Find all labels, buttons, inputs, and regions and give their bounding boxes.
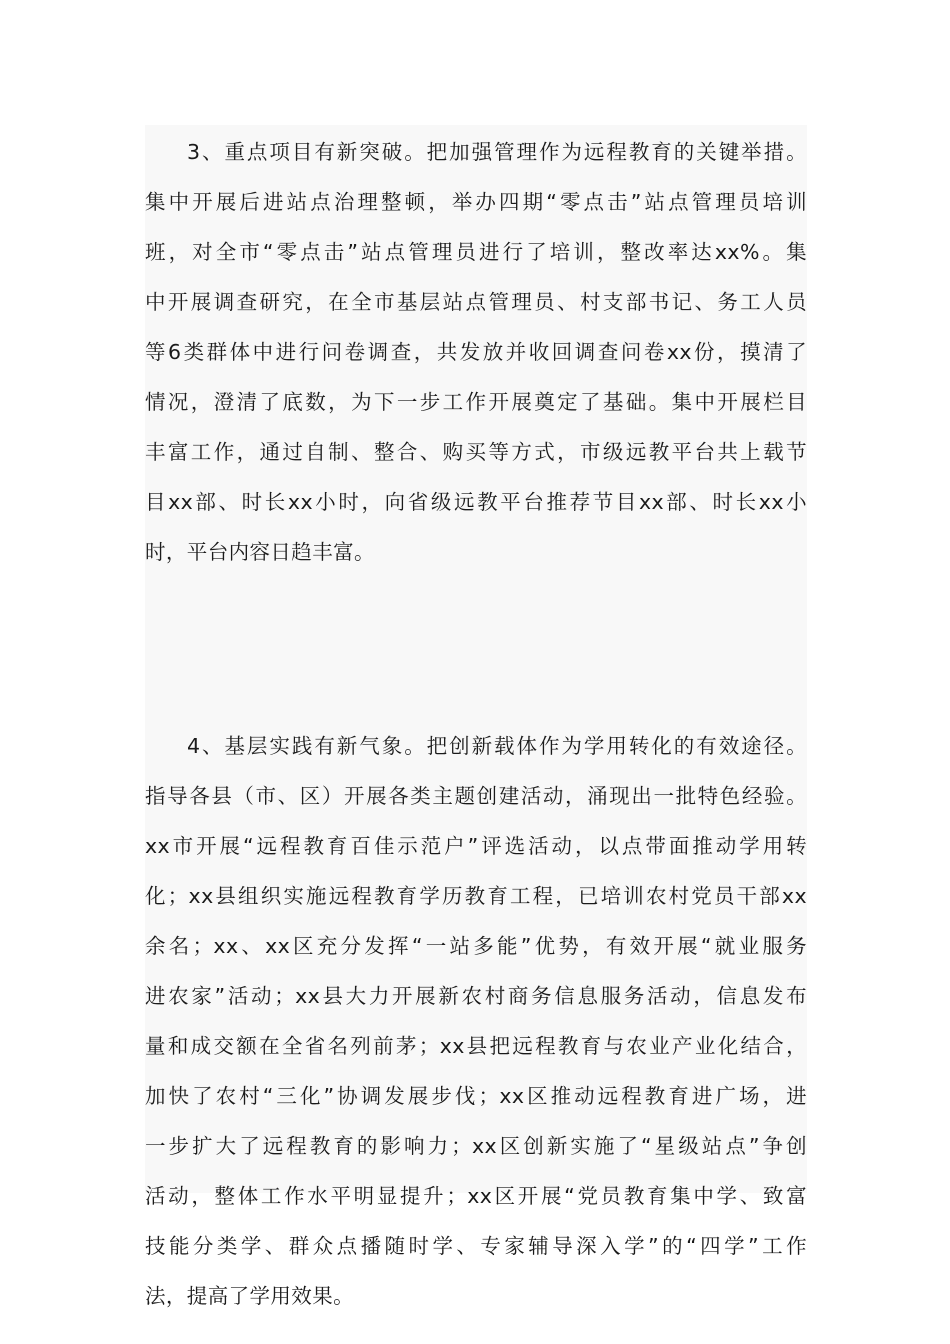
text-line: 指导各县（市、区）开展各类主题创建活动，涌现出一批特色经验。: [145, 784, 807, 808]
text-line: 目xx部、时长xx小时，向省级远教平台推荐节目xx部、时长xx小: [145, 490, 807, 514]
text-line: 进农家”活动；xx县大力开展新农村商务信息服务活动，信息发布: [145, 984, 807, 1008]
text-line: 一步扩大了远程教育的影响力；xx区创新实施了“星级站点”争创: [145, 1134, 807, 1158]
text-line: 时，平台内容日趋丰富。: [145, 540, 375, 564]
text-line: 等6类群体中进行问卷调查，共发放并收回调查问卷xx份，摸清了: [145, 340, 807, 364]
text-line: 中开展调查研究，在全市基层站点管理员、村支部书记、务工人员: [145, 290, 807, 314]
text-line: 班，对全市“零点击”站点管理员进行了培训，整改率达xx%。集: [145, 240, 807, 264]
text-line: 集中开展后进站点治理整顿，举办四期“零点击”站点管理员培训: [145, 190, 807, 214]
text-line: 法，提高了学用效果。: [145, 1284, 354, 1308]
text-line: 4、基层实践有新气象。把创新载体作为学用转化的有效途径。: [187, 734, 807, 758]
text-line: 情况，澄清了底数，为下一步工作开展奠定了基础。集中开展栏目: [145, 390, 807, 414]
text-line: 技能分类学、群众点播随时学、专家辅导深入学”的“四学”工作: [145, 1234, 807, 1258]
text-line: 化；xx县组织实施远程教育学历教育工程，已培训农村党员干部xx: [145, 884, 807, 908]
text-line: xx市开展“远程教育百佳示范户”评选活动，以点带面推动学用转: [145, 834, 807, 858]
document-body: [145, 125, 807, 1308]
text-line: 3、重点项目有新突破。把加强管理作为远程教育的关键举措。: [187, 140, 807, 164]
text-line: 量和成交额在全省名列前茅；xx县把远程教育与农业产业化结合，: [145, 1034, 807, 1058]
text-line: 余名；xx、xx区充分发挥“一站多能”优势，有效开展“就业服务: [145, 934, 807, 958]
text-line: 丰富工作，通过自制、整合、购买等方式，市级远教平台共上载节: [145, 440, 807, 464]
paragraph-grassroots-practice: [145, 721, 807, 1321]
text-line: 加快了农村“三化”协调发展步伐；xx区推动远程教育进广场，进: [145, 1084, 807, 1108]
paragraph-key-projects: [145, 127, 807, 577]
text-line: 活动，整体工作水平明显提升；xx区开展“党员教育集中学、致富: [145, 1184, 807, 1208]
